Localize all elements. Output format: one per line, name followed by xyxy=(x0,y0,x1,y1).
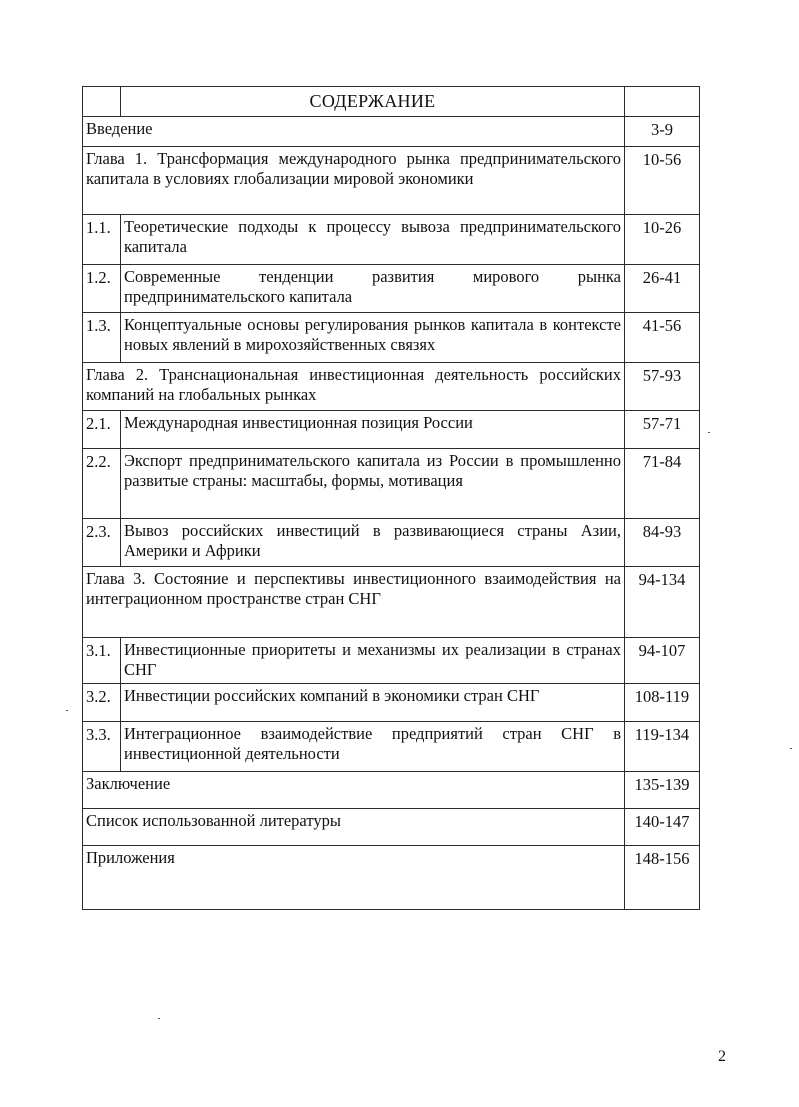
toc-section-number: 1.1. xyxy=(83,215,121,265)
toc-entry-text: Современные тенденции развития мирового рынка предпринимательского капитала xyxy=(121,265,625,313)
toc-entry-pages: 84-93 xyxy=(625,519,700,567)
chapter-title: Состояние и перспективы инвестиционного взаимодействия на интеграционном пространстве стран СНГ xyxy=(86,569,621,608)
toc-entry-text: Теоретические подходы к процессу вывоза предпринимательского капитала xyxy=(121,215,625,265)
toc-section-number: 2.3. xyxy=(83,519,121,567)
toc-section-number: 3.2. xyxy=(83,684,121,722)
toc-entry-text: Инвестиции российских компаний в экономики стран СНГ xyxy=(121,684,625,722)
toc-section-number: 1.3. xyxy=(83,313,121,363)
toc-row xyxy=(83,846,700,910)
toc-entry-pages: 148-156 xyxy=(625,846,700,910)
toc-row xyxy=(83,519,700,567)
toc-entry-pages: 119-134 xyxy=(625,722,700,772)
scan-speck xyxy=(66,710,68,711)
toc-entry-pages: 94-134 xyxy=(625,567,700,638)
toc-row xyxy=(83,411,700,449)
toc-entry-pages: 94-107 xyxy=(625,638,700,684)
toc-row xyxy=(83,772,700,809)
toc-row xyxy=(83,567,700,638)
table-of-contents xyxy=(82,86,700,910)
toc-entry-text: Экспорт предпринимательского капитала из России в промышленно развитые страны: масштабы, формы, мотивация xyxy=(121,449,625,519)
toc-section-number: 3.1. xyxy=(83,638,121,684)
toc-entry-text: Список использованной литературы xyxy=(83,809,625,846)
toc-entry-text: Заключение xyxy=(83,772,625,809)
chapter-title: Трансформация международного рынка предпринимательского капитала в условиях глобализации мировой экономики xyxy=(86,149,621,188)
toc-row xyxy=(83,684,700,722)
toc-entry-pages: 108-119 xyxy=(625,684,700,722)
chapter-label: Глава 3. xyxy=(86,569,146,588)
toc-row xyxy=(83,313,700,363)
header-blank-cell xyxy=(83,87,121,117)
toc-section-number: 3.3. xyxy=(83,722,121,772)
toc-header-row xyxy=(83,87,700,117)
toc-entry-pages: 135-139 xyxy=(625,772,700,809)
toc-row xyxy=(83,117,700,147)
toc-entry-text: Международная инвестиционная позиция России xyxy=(121,411,625,449)
toc-title: СОДЕРЖАНИЕ xyxy=(121,87,625,117)
toc-entry-text: Вывоз российских инвестиций в развивающиеся страны Азии, Америки и Африки xyxy=(121,519,625,567)
header-pages-cell xyxy=(625,87,700,117)
toc-entry-pages: 57-93 xyxy=(625,363,700,411)
toc-row xyxy=(83,147,700,215)
toc-row xyxy=(83,215,700,265)
scan-speck xyxy=(790,748,792,749)
toc-row xyxy=(83,722,700,772)
toc-entry-pages: 71-84 xyxy=(625,449,700,519)
toc-entry-text: Глава 2. Транснациональная инвестиционная деятельность российских компаний на глобальных рынках xyxy=(83,363,625,411)
toc-section-number: 1.2. xyxy=(83,265,121,313)
toc-row xyxy=(83,363,700,411)
toc-entry-text: Интеграционное взаимодействие предприятий стран СНГ в инвестиционной деятельности xyxy=(121,722,625,772)
toc-entry-pages: 57-71 xyxy=(625,411,700,449)
toc-section-number: 2.2. xyxy=(83,449,121,519)
toc-entry-text: Концептуальные основы регулирования рынков капитала в контексте новых явлений в мирохозяйственных связях xyxy=(121,313,625,363)
toc-entry-text: Введение xyxy=(83,117,625,147)
toc-entry-text: Инвестиционные приоритеты и механизмы их реализации в странах СНГ xyxy=(121,638,625,684)
toc-row xyxy=(83,265,700,313)
chapter-label: Глава 1. xyxy=(86,149,148,168)
toc-chapter-cell xyxy=(83,567,625,638)
scan-speck xyxy=(708,432,710,433)
toc-entry-pages: 26-41 xyxy=(625,265,700,313)
toc-section-number: 2.1. xyxy=(83,411,121,449)
toc-entry-pages: 41-56 xyxy=(625,313,700,363)
scan-speck xyxy=(158,1018,160,1019)
toc-chapter-cell xyxy=(83,147,625,215)
toc-row xyxy=(83,638,700,684)
page-number: 2 xyxy=(718,1048,726,1065)
toc-entry-pages: 3-9 xyxy=(625,117,700,147)
toc-row xyxy=(83,449,700,519)
toc-row xyxy=(83,809,700,846)
toc-entry-pages: 10-56 xyxy=(625,147,700,215)
toc-entry-pages: 10-26 xyxy=(625,215,700,265)
toc-entry-text: Приложения xyxy=(83,846,625,910)
toc-entry-pages: 140-147 xyxy=(625,809,700,846)
